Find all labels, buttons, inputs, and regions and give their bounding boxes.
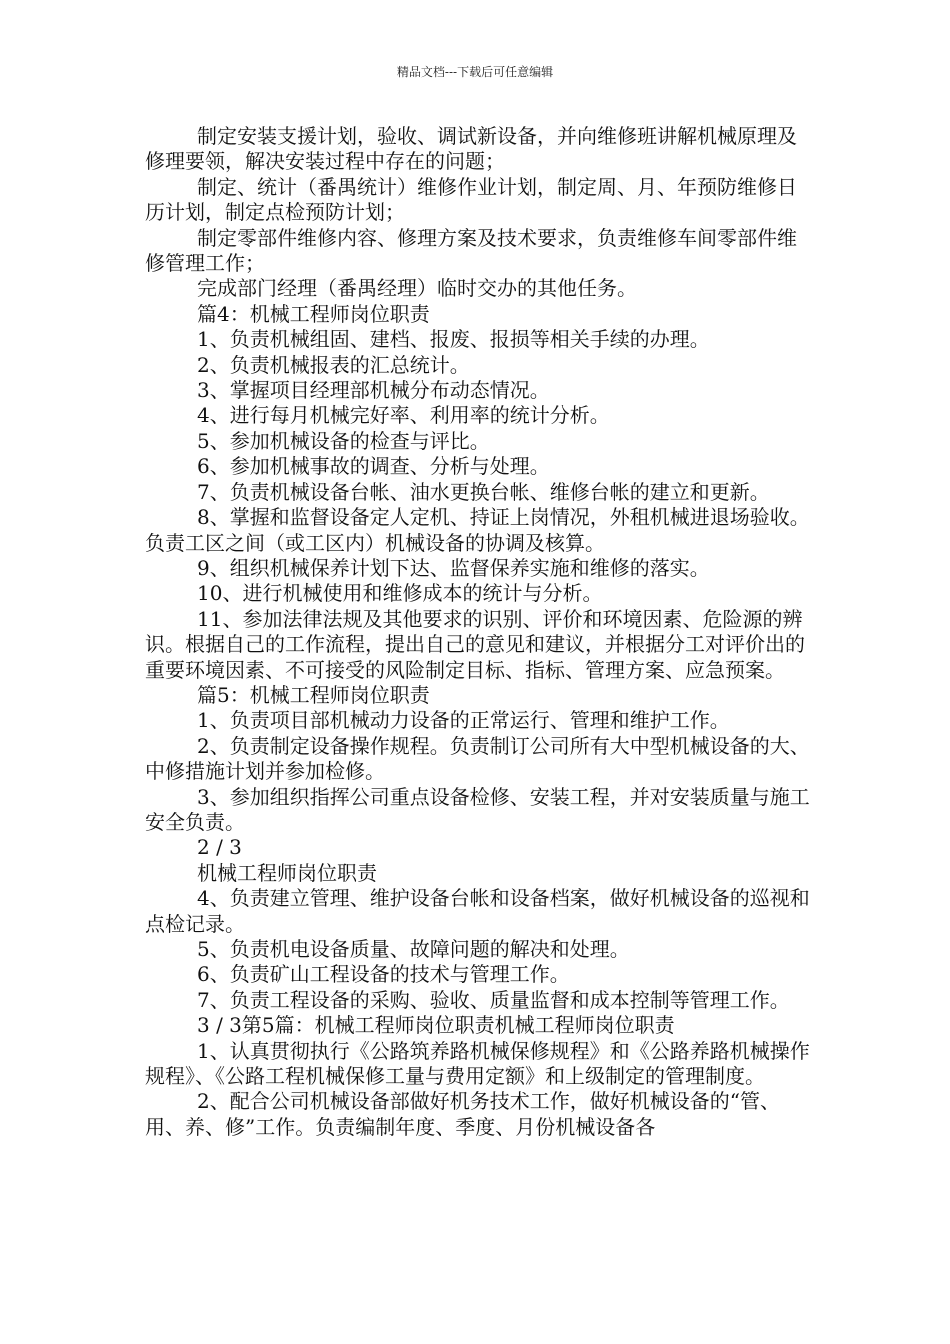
section-heading: 篇4：机械工程师岗位职责 <box>197 301 430 326</box>
list-item: 8、掌握和监督设备定人定机、持证上岗情况，外租机械进退场验收。负责工区之间（或工区内）机械设备的协调及核算。 <box>145 505 810 555</box>
list-item: 10、进行机械使用和维修成本的统计与分析。 <box>197 581 603 606</box>
list-item: 9、组织机械保养计划下达、监督保养实施和维修的落实。 <box>197 555 710 580</box>
list-item: 1、认真贯彻执行《公路筑养路机械保修规程》和《公路养路机械操作规程》、《公路工程机械保修工量与费用定额》和上级制定的管理制度。 <box>145 1038 810 1089</box>
page-header: 精品文档---下载后可任意编辑 <box>396 65 554 79</box>
paragraph: 制定、统计（番禺统计）维修作业计划，制定周、月、年预防维修日历计划，制定点检预防计划； <box>145 174 797 225</box>
list-item: 11、参加法律法规及其他要求的识别、评价和环境因素、危险源的辨识。根据自己的工作流程，提出自己的意见和建议，并根据分工对评价出的重要环境因素、不可接受的风险制定目标、指标、管理方案、应急预案。 <box>145 606 805 682</box>
list-item: 5、参加机械设备的检查与评比。 <box>197 428 490 453</box>
list-item: 7、负责工程设备的采购、验收、质量监督和成本控制等管理工作。 <box>197 987 790 1012</box>
page-number: 2 / 3 <box>197 835 242 860</box>
list-item: 4、负责建立管理、维护设备台帐和设备档案，做好机械设备的巡视和点检记录。 <box>145 886 810 936</box>
section-heading: 3 / 3第5篇：机械工程师岗位职责机械工程师岗位职责 <box>197 1013 675 1038</box>
list-item: 6、负责矿山工程设备的技术与管理工作。 <box>197 962 570 987</box>
paragraph: 制定零部件维修内容、修理方案及技术要求，负责维修车间零部件维修管理工作； <box>145 225 797 276</box>
paragraph: 完成部门经理（番禺经理）临时交办的其他任务。 <box>197 276 637 301</box>
list-item: 3、掌握项目经理部机械分布动态情况。 <box>197 378 550 403</box>
list-item: 5、负责机电设备质量、故障问题的解决和处理。 <box>197 937 630 961</box>
list-item: 7、负责机械设备台帐、油水更换台帐、维修台帐的建立和更新。 <box>197 479 770 504</box>
list-item: 2、配合公司机械设备部做好机务技术工作，做好机械设备的“管、用、养、修”工作。负责编制年度、季度、月份机械设备各 <box>145 1089 780 1139</box>
document-body <box>145 124 810 1140</box>
paragraph: 制定安装支援计划，验收、调试新设备，并向维修班讲解机械原理及修理要领，解决安装过程中存在的问题； <box>145 124 797 174</box>
list-item: 2、负责机械报表的汇总统计。 <box>197 352 470 377</box>
list-item: 1、负责机械组固、建档、报废、报损等相关手续的办理。 <box>197 327 710 352</box>
list-item: 4、进行每月机械完好率、利用率的统计分析。 <box>197 403 610 428</box>
section-heading: 机械工程师岗位职责 <box>197 860 377 885</box>
list-item: 3、参加组织指挥公司重点设备检修、安装工程，并对安装质量与施工安全负责。 <box>145 784 810 834</box>
list-item: 1、负责项目部机械动力设备的正常运行、管理和维护工作。 <box>197 708 730 733</box>
list-item: 2、负责制定设备操作规程。负责制订公司所有大中型机械设备的大、中修措施计划并参加检修。 <box>145 733 810 784</box>
section-heading: 篇5：机械工程师岗位职责 <box>197 682 430 707</box>
list-item: 6、参加机械事故的调查、分析与处理。 <box>197 454 550 479</box>
